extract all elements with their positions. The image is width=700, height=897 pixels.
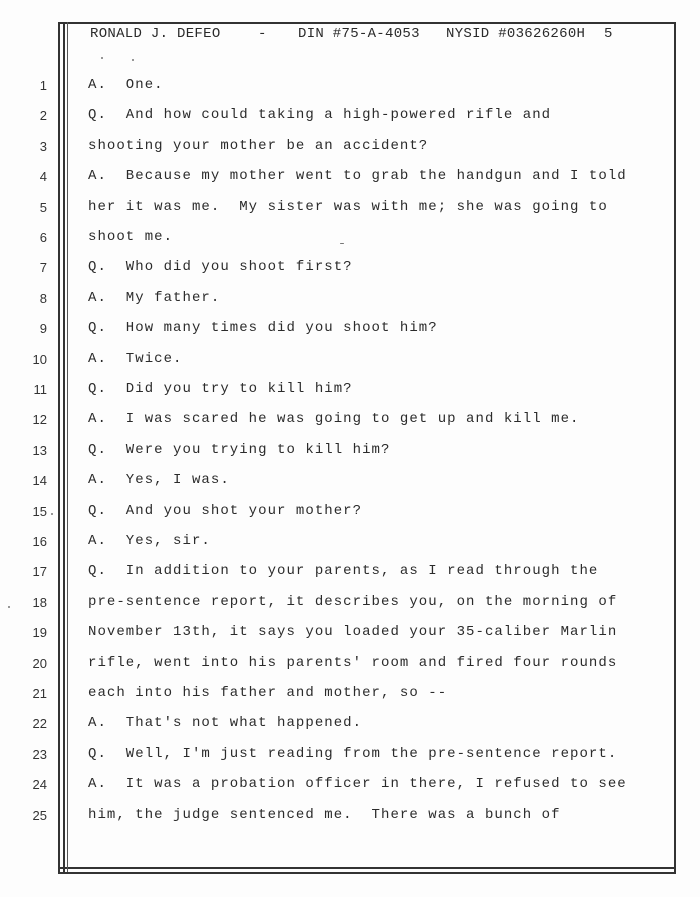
line-number: 21 [32,686,47,701]
transcript-line: A. Yes, I was. [88,472,230,488]
transcript-line: Q. In addition to your parents, as I read through the [88,563,599,579]
transcript-line: shoot me. [88,229,174,245]
page-number: 5 [604,26,613,42]
transcript-line: November 13th, it says you loaded your 35-caliber Marlin [88,624,618,640]
line-number: 10 [32,352,47,367]
transcript-line: Q. Were you trying to kill him? [88,442,391,458]
line-number: 5 [39,200,47,215]
line-number: 11 [33,382,47,397]
transcript-line: rifle, went into his parents' room and fired four rounds [88,655,618,671]
line-number: 8 [39,291,47,306]
line-number: 6 [39,230,47,245]
line-number: 19 [32,625,47,640]
line-number: 23 [32,747,47,762]
line-number: 17 [32,564,47,579]
line-number: 22 [32,716,47,731]
header-nysid: NYSID #03626260H [446,26,586,42]
line-number: 15 [32,504,47,519]
transcript-line: Q. And you shot your mother? [88,503,363,519]
line-number: 24 [32,777,47,792]
line-number: 20 [32,656,47,671]
line-number: 2 [39,108,47,123]
line-number: 13 [32,443,47,458]
transcript-line: pre-sentence report, it describes you, on the morning of [88,594,618,610]
transcript-line: A. Yes, sir. [88,533,211,549]
transcript-line: A. That's not what happened. [88,715,363,731]
line-number: 1 [39,78,47,93]
transcript-line: Q. And how could taking a high-powered rifle and [88,107,552,123]
transcript-line: A. I was scared he was going to get up and kill me. [88,411,580,427]
line-number: 16 [32,534,47,549]
line-number: 4 [39,169,47,184]
transcript-line: him, the judge sentenced me. There was a bunch of [88,807,561,823]
header-din: DIN #75-A-4053 [298,26,420,42]
transcript-line: A. Twice. [88,351,183,367]
transcript-line: Q. How many times did you shoot him? [88,320,438,336]
transcript-line: Q. Well, I'm just reading from the pre-sentence report. [88,746,618,762]
scan-speck [51,513,53,515]
scan-speck [132,59,134,61]
bottom-rule [58,867,676,869]
header-name: RONALD J. DEFEO [90,26,221,42]
transcript-line: Q. Did you try to kill him? [88,381,353,397]
transcript-line: A. My father. [88,290,221,306]
line-number: 25 [32,808,47,823]
transcript-line: each into his father and mother, so -- [88,685,448,701]
line-number: 7 [39,260,47,275]
scan-speck [101,57,103,59]
header-separator: - [258,26,267,42]
transcript-line: her it was me. My sister was with me; she was going to [88,199,608,215]
left-margin-rule [63,22,65,872]
transcript-line: Q. Who did you shoot first? [88,259,353,275]
scan-speck [8,606,10,608]
page-header [90,26,613,42]
scan-speck [340,243,344,244]
line-number: 12 [32,412,47,427]
line-number: 3 [39,139,47,154]
line-number: 18 [32,595,47,610]
left-margin-rule-inner [67,22,68,872]
transcript-line: A. One. [88,77,164,93]
transcript-line: A. Because my mother went to grab the handgun and I told [88,168,627,184]
line-number: 14 [32,473,47,488]
transcript-line: shooting your mother be an accident? [88,138,429,154]
line-number: 9 [39,321,47,336]
transcript-line: A. It was a probation officer in there, I refused to see [88,776,627,792]
